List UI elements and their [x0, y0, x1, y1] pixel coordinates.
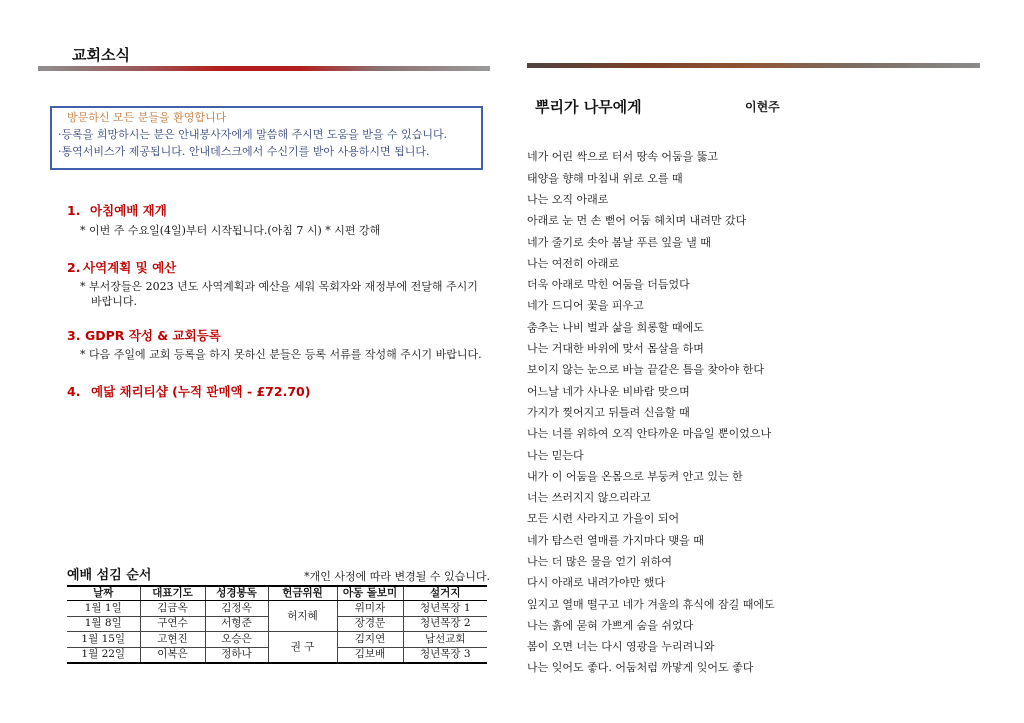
childcare-cell: 장경문: [337, 616, 403, 632]
poem-title: 뿌리가 나무에게: [535, 98, 642, 116]
poem-line: 나는 오직 아래로: [527, 192, 609, 206]
date-cell: 1월 15일: [67, 632, 140, 648]
news-body-2: [80, 279, 478, 309]
date-cell: 1월 8일: [67, 616, 140, 632]
poem-line: 봄이 오면 너는 다시 영광을 누리려니와: [527, 640, 715, 654]
poem-line: 가지가 찢어지고 뒤틀려 신음할 때: [527, 405, 690, 419]
poem-line: 나는 믿는다: [527, 448, 584, 462]
poem-line: 네가 줄기로 솟아 봄날 푸른 잎을 낼 때: [527, 235, 711, 249]
reading-cell: 정하나: [205, 647, 268, 663]
dishes-cell: 청년목장 2: [403, 616, 487, 632]
col-header-offering: 헌금위원: [268, 586, 337, 601]
poem-line: 아래로 눈 먼 손 뻗어 어둠 헤치며 내려만 갔다: [527, 214, 747, 228]
prayer-cell: 구연수: [140, 616, 205, 632]
poem-line: 나는 너를 위하여 오직 안타까운 마음일 뿐이었으나: [527, 427, 772, 441]
news-line: 바랍니다.: [91, 294, 138, 308]
news-body-3: [80, 347, 482, 362]
date-cell: 1월 1일: [67, 601, 140, 617]
news-line: * 다음 주일에 교회 등록을 하지 못하신 분들은 등록 서류를 작성해 주시기 바랍니다.: [80, 347, 482, 361]
poem-line: 보이지 않는 눈으로 바늘 끝같은 틈을 찾아야 한다: [527, 363, 764, 377]
col-header-dishes: 설거지: [403, 586, 487, 601]
page-title: 교회소식: [72, 46, 130, 64]
poem-line: 나는 거대한 바위에 맞서 몸살을 하며: [527, 342, 704, 356]
poem-line: 다시 아래로 내려가야만 했다: [527, 576, 666, 590]
news-title: 사역계획 및 예산: [83, 260, 177, 275]
notice-line: ·통역서비스가 제공됩니다. 안내데스크에서 수신기를 받아 사용하시면 됩니다.: [58, 145, 430, 158]
news-line: * 이번 주 수요일(4일)부터 시작됩니다.(아침 7 시) * 시편 강해: [80, 223, 381, 237]
news-number: 4.: [67, 384, 81, 399]
reading-cell: 김정옥: [205, 601, 268, 617]
col-header-prayer: 대표기도: [140, 586, 205, 601]
title-divider-bar: [38, 66, 490, 71]
poem-line: 내가 이 어둠을 온몸으로 부둥켜 안고 있는 한: [527, 469, 743, 483]
poem-line: 네가 탐스런 열매를 가지마다 맺을 때: [527, 533, 704, 547]
news-line: * 부서장들은 2023 년도 사역계획과 예산을 세워 목회자와 재정부에 전달해 주시기: [80, 279, 478, 293]
prayer-cell: 김금옥: [140, 601, 205, 617]
poem-line: 태양을 향해 마침내 위로 오를 때: [527, 171, 683, 185]
schedule-table: [67, 585, 487, 664]
table-row: [67, 632, 487, 648]
schedule-title: 예배 섬김 순서: [67, 568, 152, 583]
col-header-date: 날짜: [67, 586, 140, 601]
poem-line: 모든 시련 사라지고 가을이 되어: [527, 512, 680, 526]
news-number: 2.: [67, 260, 81, 275]
poem-line: 너는 쓰러지지 않으리라고: [527, 491, 651, 505]
news-heading-4: [67, 384, 310, 400]
notice-line: ·등록을 희망하시는 분은 안내봉사자에게 말씀해 주시면 도움을 받을 수 있습니다.: [58, 128, 448, 141]
table-header-row: [67, 586, 487, 601]
childcare-cell: 김보배: [337, 647, 403, 663]
childcare-cell: 위미자: [337, 601, 403, 617]
schedule-note: *개인 사정에 따라 변경될 수 있습니다.: [304, 569, 490, 583]
childcare-cell: 김지연: [337, 632, 403, 648]
col-header-childcare: 아동 돌보미: [337, 586, 403, 601]
news-number: 3.: [67, 328, 81, 343]
news-title: 예닮 채리티샵 (누적 판매액 - £72.70): [91, 384, 311, 399]
dishes-cell: 청년목장 3: [403, 647, 487, 663]
dishes-cell: 남선교회: [403, 632, 487, 648]
offering-cell: 허지혜: [268, 601, 337, 632]
news-number: 1.: [67, 203, 81, 218]
poem-line: 더욱 아래로 막힌 어둠을 더듬었다: [527, 278, 690, 292]
welcome-notice-box: [50, 106, 483, 170]
poem-line: 춤추는 나비 벌과 삶을 희롱할 때에도: [527, 320, 704, 334]
poem-line: 어느날 네가 사나운 비바람 맞으며: [527, 384, 690, 398]
news-body-1: [80, 223, 380, 238]
prayer-cell: 이복은: [140, 647, 205, 663]
dishes-cell: 청년목장 1: [403, 601, 487, 617]
welcome-message: 방문하신 모든 분들을 환영합니다: [67, 111, 227, 124]
table-row: [67, 601, 487, 617]
poem-line: 나는 잊어도 좋다. 어둠처럼 까맣게 잊어도 좋다: [527, 661, 754, 675]
poem-author: 이현주: [745, 100, 780, 114]
prayer-cell: 고현진: [140, 632, 205, 648]
poem-line: 잎지고 열매 떨구고 네가 겨울의 휴식에 잠길 때에도: [527, 597, 775, 611]
news-title: 아침예배 재개: [90, 203, 167, 218]
poem-line: 네가 어린 싹으로 터서 땅속 어둠을 뚫고: [527, 150, 718, 164]
reading-cell: 서형준: [205, 616, 268, 632]
poem-divider-bar: [527, 63, 980, 68]
poem-line: 나는 흙에 묻혀 가쁘게 숨을 쉬었다: [527, 618, 694, 632]
news-title: GDPR 작성 & 교회등록: [85, 328, 221, 343]
poem-line: 나는 더 많은 물을 얻기 위하여: [527, 554, 672, 568]
poem-body: [527, 146, 775, 678]
news-heading-3: [67, 328, 221, 344]
news-heading-1: [67, 203, 167, 219]
poem-line: 나는 여전히 아래로: [527, 256, 620, 270]
offering-cell: 권 구: [268, 632, 337, 664]
poem-line: 네가 드디어 꽃을 피우고: [527, 299, 644, 313]
date-cell: 1월 22일: [67, 647, 140, 663]
col-header-reading: 성경봉독: [205, 586, 268, 601]
reading-cell: 오승은: [205, 632, 268, 648]
news-heading-2: [67, 260, 176, 276]
